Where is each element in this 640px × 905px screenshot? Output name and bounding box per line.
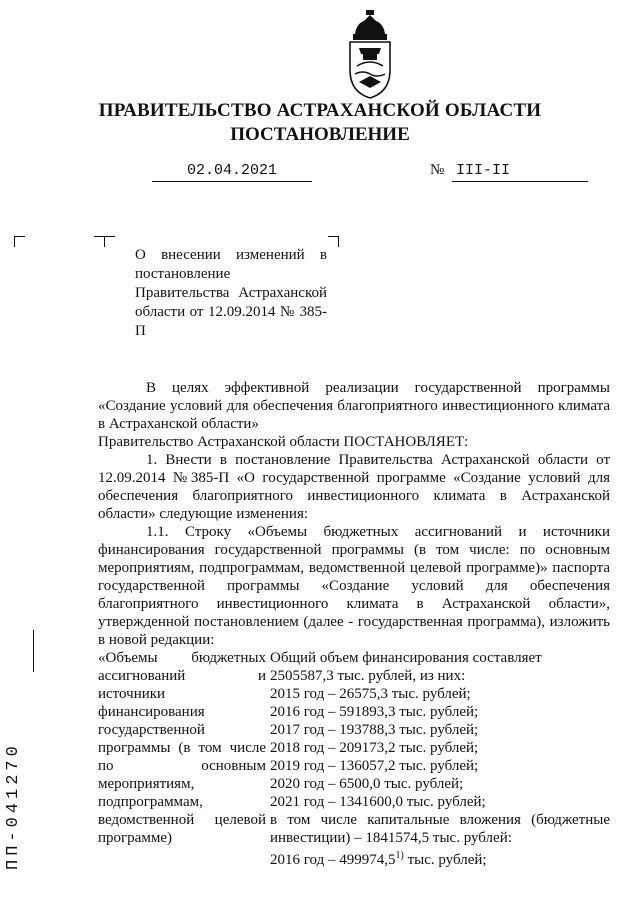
financing-line: 2021 год – 1341600,0 тыс. рублей; xyxy=(270,794,486,810)
number-label: № xyxy=(430,162,445,178)
financing-table xyxy=(98,649,610,869)
document-body xyxy=(98,379,610,869)
financing-values-cell xyxy=(266,649,610,869)
financing-line: 2015 год – 26575,3 тыс. рублей; xyxy=(270,686,471,702)
side-stamp: ПП-041270 xyxy=(4,742,23,870)
document-type: ПОСТАНОВЛЕНИЕ xyxy=(230,124,410,145)
document-number: III-II xyxy=(452,162,588,182)
margin-line xyxy=(33,630,34,672)
document-date: 02.04.2021 xyxy=(152,162,312,182)
financing-line-suffix: тыс. рублей; xyxy=(403,852,487,868)
document-subject: О внесении изменений в постановление Правительства Астраханской области от 12.09.2014 № 385-П xyxy=(135,247,327,339)
financing-line: в том числе капитальные вложения (бюджетные инвестиции) – 1841574,5 тыс. рублей: xyxy=(270,812,610,846)
financing-line-prefix: 2016 год – 499974,5 xyxy=(270,852,396,868)
paragraph-1: 1. Внести в постановление Правительства Астраханской области от 12.09.2014 №385-П «О государственной программе «Создание условий для обеспечения благоприятного инвестиционного климата в Астраханской области» следующие изменения: xyxy=(98,452,610,522)
corner-mark xyxy=(94,236,105,247)
financing-line: 2018 год – 209173,2 тыс. рублей; xyxy=(270,740,479,756)
corner-mark xyxy=(328,236,339,247)
financing-line: 2019 год – 136057,2 тыс. рублей; xyxy=(270,758,479,774)
corner-mark xyxy=(104,236,115,247)
coat-of-arms-icon xyxy=(345,8,395,100)
financing-line: 2016 год – 591893,3 тыс. рублей; xyxy=(270,704,479,720)
corner-mark xyxy=(14,236,25,247)
decree-line: Правительство Астраханской области ПОСТАНОВЛЯЕТ: xyxy=(98,434,469,450)
organization-title: ПРАВИТЕЛЬСТВО АСТРАХАНСКОЙ ОБЛАСТИ xyxy=(98,100,542,121)
paragraph-1-1: 1.1. Строку «Объемы бюджетных ассигнований и источники финансирования государственной программы (в том числе: по основным мероприятиям, подпрограммам, ведомственной целевой программе)» паспорта государственной программы «Создание условий для обеспечения благоприятного инвестиционного климата в Астраханской области», утвержденной постановлением (далее - государственная программа), изложить в новой редакции: xyxy=(98,524,610,648)
financing-label-cell: «Объемы бюджетных ассигнований и источники финансирования государственной программы (в том числе по основным мероприятиям, подпрограммам, ведомственной целевой программе) xyxy=(98,650,266,846)
footnote-marker: 1) xyxy=(395,850,404,861)
financing-line: 2505587,3 тыс. рублей, из них: xyxy=(270,668,466,684)
intro-paragraph: В целях эффективной реализации государственной программы «Создание условий для обеспечения благоприятного инвестиционного климата в Астраханской области» xyxy=(98,380,610,432)
financing-line: 2020 год – 6500,0 тыс. рублей; xyxy=(270,776,464,792)
financing-line: 2017 год – 193788,3 тыс. рублей; xyxy=(270,722,479,738)
financing-line xyxy=(270,847,610,869)
financing-line: Общий объем финансирования составляет xyxy=(270,650,542,666)
